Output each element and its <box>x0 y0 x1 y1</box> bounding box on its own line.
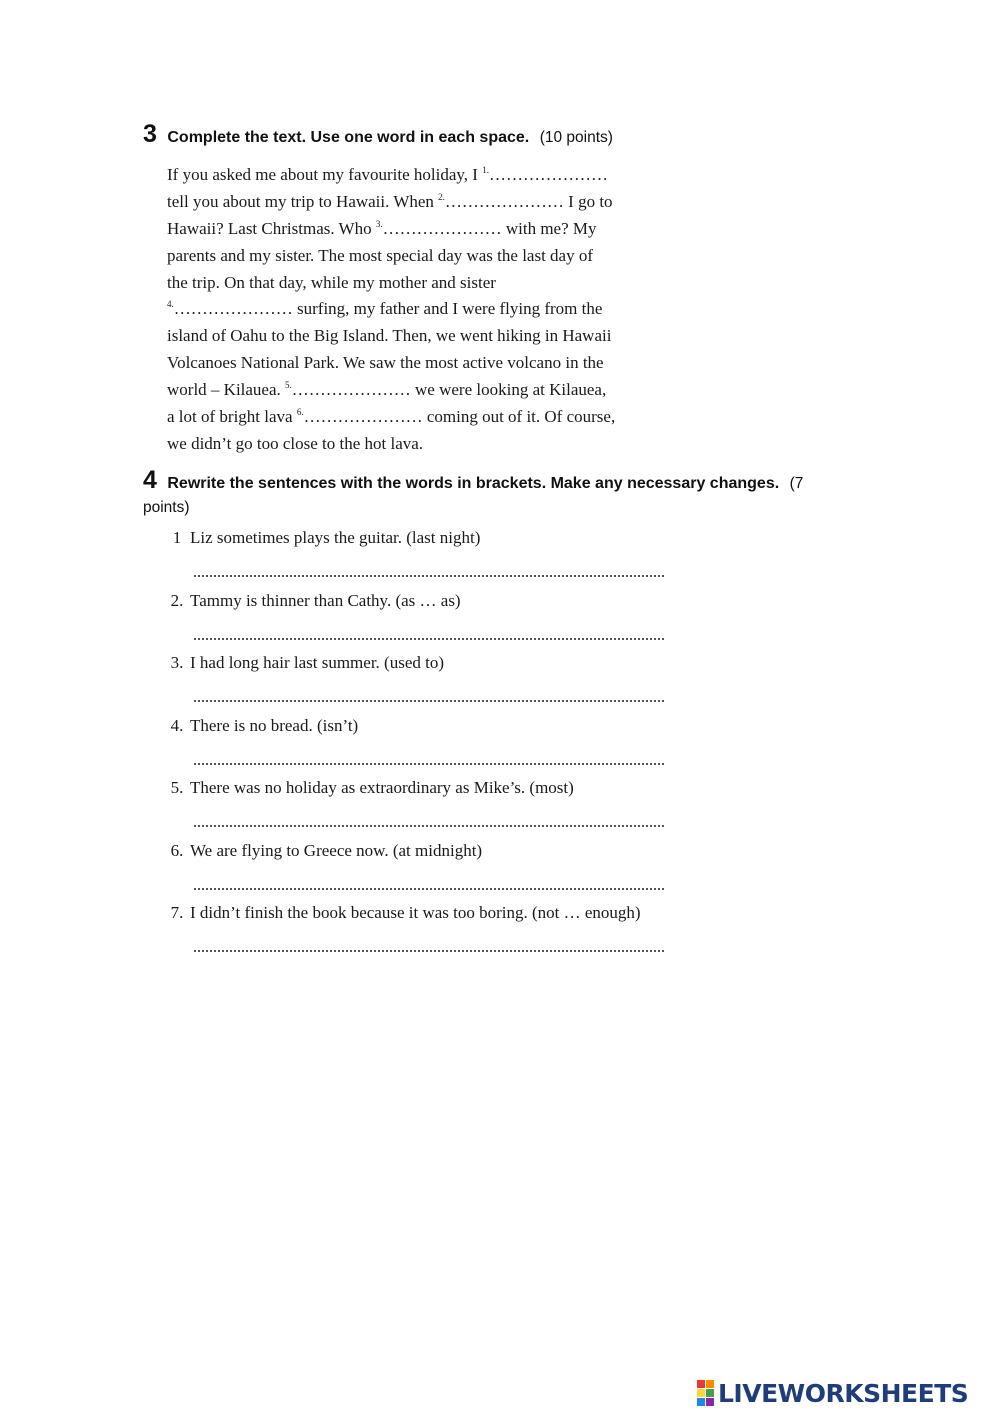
item-sentence: Tammy is thinner than Cathy. (as … as) <box>190 590 461 610</box>
logo-square <box>697 1398 705 1406</box>
answer-line[interactable] <box>194 950 664 952</box>
answer-line[interactable] <box>194 638 664 640</box>
item-sentence: I didn’t finish the book because it was too boring. (not … enough) <box>190 903 641 922</box>
rewrite-item <box>164 716 358 736</box>
passage-line <box>167 431 667 458</box>
gap-number: 6. <box>296 407 304 418</box>
passage-text: Hawaii? Last Christmas. Who <box>167 218 376 238</box>
gap-number: 2. <box>438 191 445 202</box>
item-number: 4. <box>170 715 184 735</box>
passage-text: ………………… <box>488 165 608 184</box>
section-title: Rewrite the sentences with the words in brackets. Make any necessary changes. <box>167 475 780 492</box>
section-title: Complete the text. Use one word in each space. <box>167 129 530 146</box>
logo-square <box>706 1389 714 1397</box>
passage-text: world – Kilauea. <box>167 380 286 400</box>
gap-number: 1. <box>482 165 489 175</box>
passage-text: we didn’t go too close to the hot lava. <box>167 433 424 453</box>
item-number: 5. <box>170 778 184 797</box>
passage-line <box>167 350 667 377</box>
item-sentence: I had long hair last summer. (used to) <box>190 653 445 672</box>
rewrite-item <box>164 903 641 923</box>
answer-line[interactable] <box>194 700 664 702</box>
section-number: 3 <box>143 120 157 148</box>
passage-text: the trip. On that day, while my mother and sister <box>167 272 496 292</box>
item-number: 3. <box>170 653 184 672</box>
answer-line[interactable] <box>194 763 664 765</box>
section-3-heading <box>143 120 613 149</box>
gap-number: 4. <box>167 299 174 310</box>
passage-text: Volcanoes National Park. We saw the most active volcano in the <box>167 353 604 373</box>
answer-line[interactable] <box>194 825 664 827</box>
liveworksheets-logo-icon <box>697 1380 714 1406</box>
section-points: (7 points) <box>143 475 804 516</box>
item-sentence: Liz sometimes plays the guitar. (last night) <box>190 528 481 547</box>
item-sentence: There is no bread. (isn’t) <box>190 715 359 735</box>
answer-line[interactable] <box>194 575 664 577</box>
answer-line[interactable] <box>194 888 664 890</box>
gap-number: 5. <box>285 380 292 391</box>
rewrite-item <box>164 778 574 798</box>
rewrite-item <box>164 841 482 861</box>
passage-line <box>167 243 667 270</box>
passage-line <box>167 404 667 431</box>
section-number: 4 <box>143 466 157 494</box>
passage-text: ………………… I go to <box>444 191 613 211</box>
passage-text: island of Oahu to the Big Island. Then, we went hiking in Hawaii <box>167 326 612 346</box>
rewrite-item <box>164 528 480 548</box>
item-number: 1 <box>172 528 182 547</box>
passage-text: If you asked me about my favourite holiday, I <box>167 165 483 184</box>
passage-line <box>167 323 667 350</box>
passage-line <box>167 189 667 216</box>
logo-square <box>706 1398 714 1406</box>
section-4-heading <box>143 468 843 520</box>
passage-line <box>167 270 667 297</box>
rewrite-item <box>164 653 444 673</box>
item-number: 6. <box>170 840 184 860</box>
liveworksheets-logo <box>697 1378 968 1408</box>
item-number: 2. <box>170 590 184 610</box>
rewrite-item <box>164 591 461 611</box>
passage-text: tell you about my trip to Hawaii. When <box>167 191 439 211</box>
item-sentence: We are flying to Greece now. (at midnight) <box>190 840 483 860</box>
passage-text: ………………… coming out of it. Of course, <box>303 407 616 427</box>
gap-number: 3. <box>375 218 383 229</box>
item-sentence: There was no holiday as extraordinary as Mike’s. (most) <box>190 778 574 797</box>
passage-line <box>167 377 667 404</box>
passage-text: ………………… with me? My <box>382 218 597 238</box>
logo-square <box>697 1389 705 1397</box>
passage-line <box>167 296 667 323</box>
passage-text: ………………… surfing, my father and I were flying from the <box>173 299 603 319</box>
passage-line <box>167 162 667 189</box>
logo-square <box>706 1380 714 1388</box>
logo-square <box>697 1380 705 1388</box>
passage-text: ………………… we were looking at Kilauea, <box>291 380 607 400</box>
section-points: (10 points) <box>539 129 613 146</box>
passage-line <box>167 216 667 243</box>
gap-fill-passage <box>167 162 667 458</box>
item-number: 7. <box>170 903 184 922</box>
logo-text: LIVEWORKSHEETS <box>718 1378 969 1408</box>
passage-text: a lot of bright lava <box>167 407 297 427</box>
passage-text: parents and my sister. The most special day was the last day of <box>167 245 594 265</box>
